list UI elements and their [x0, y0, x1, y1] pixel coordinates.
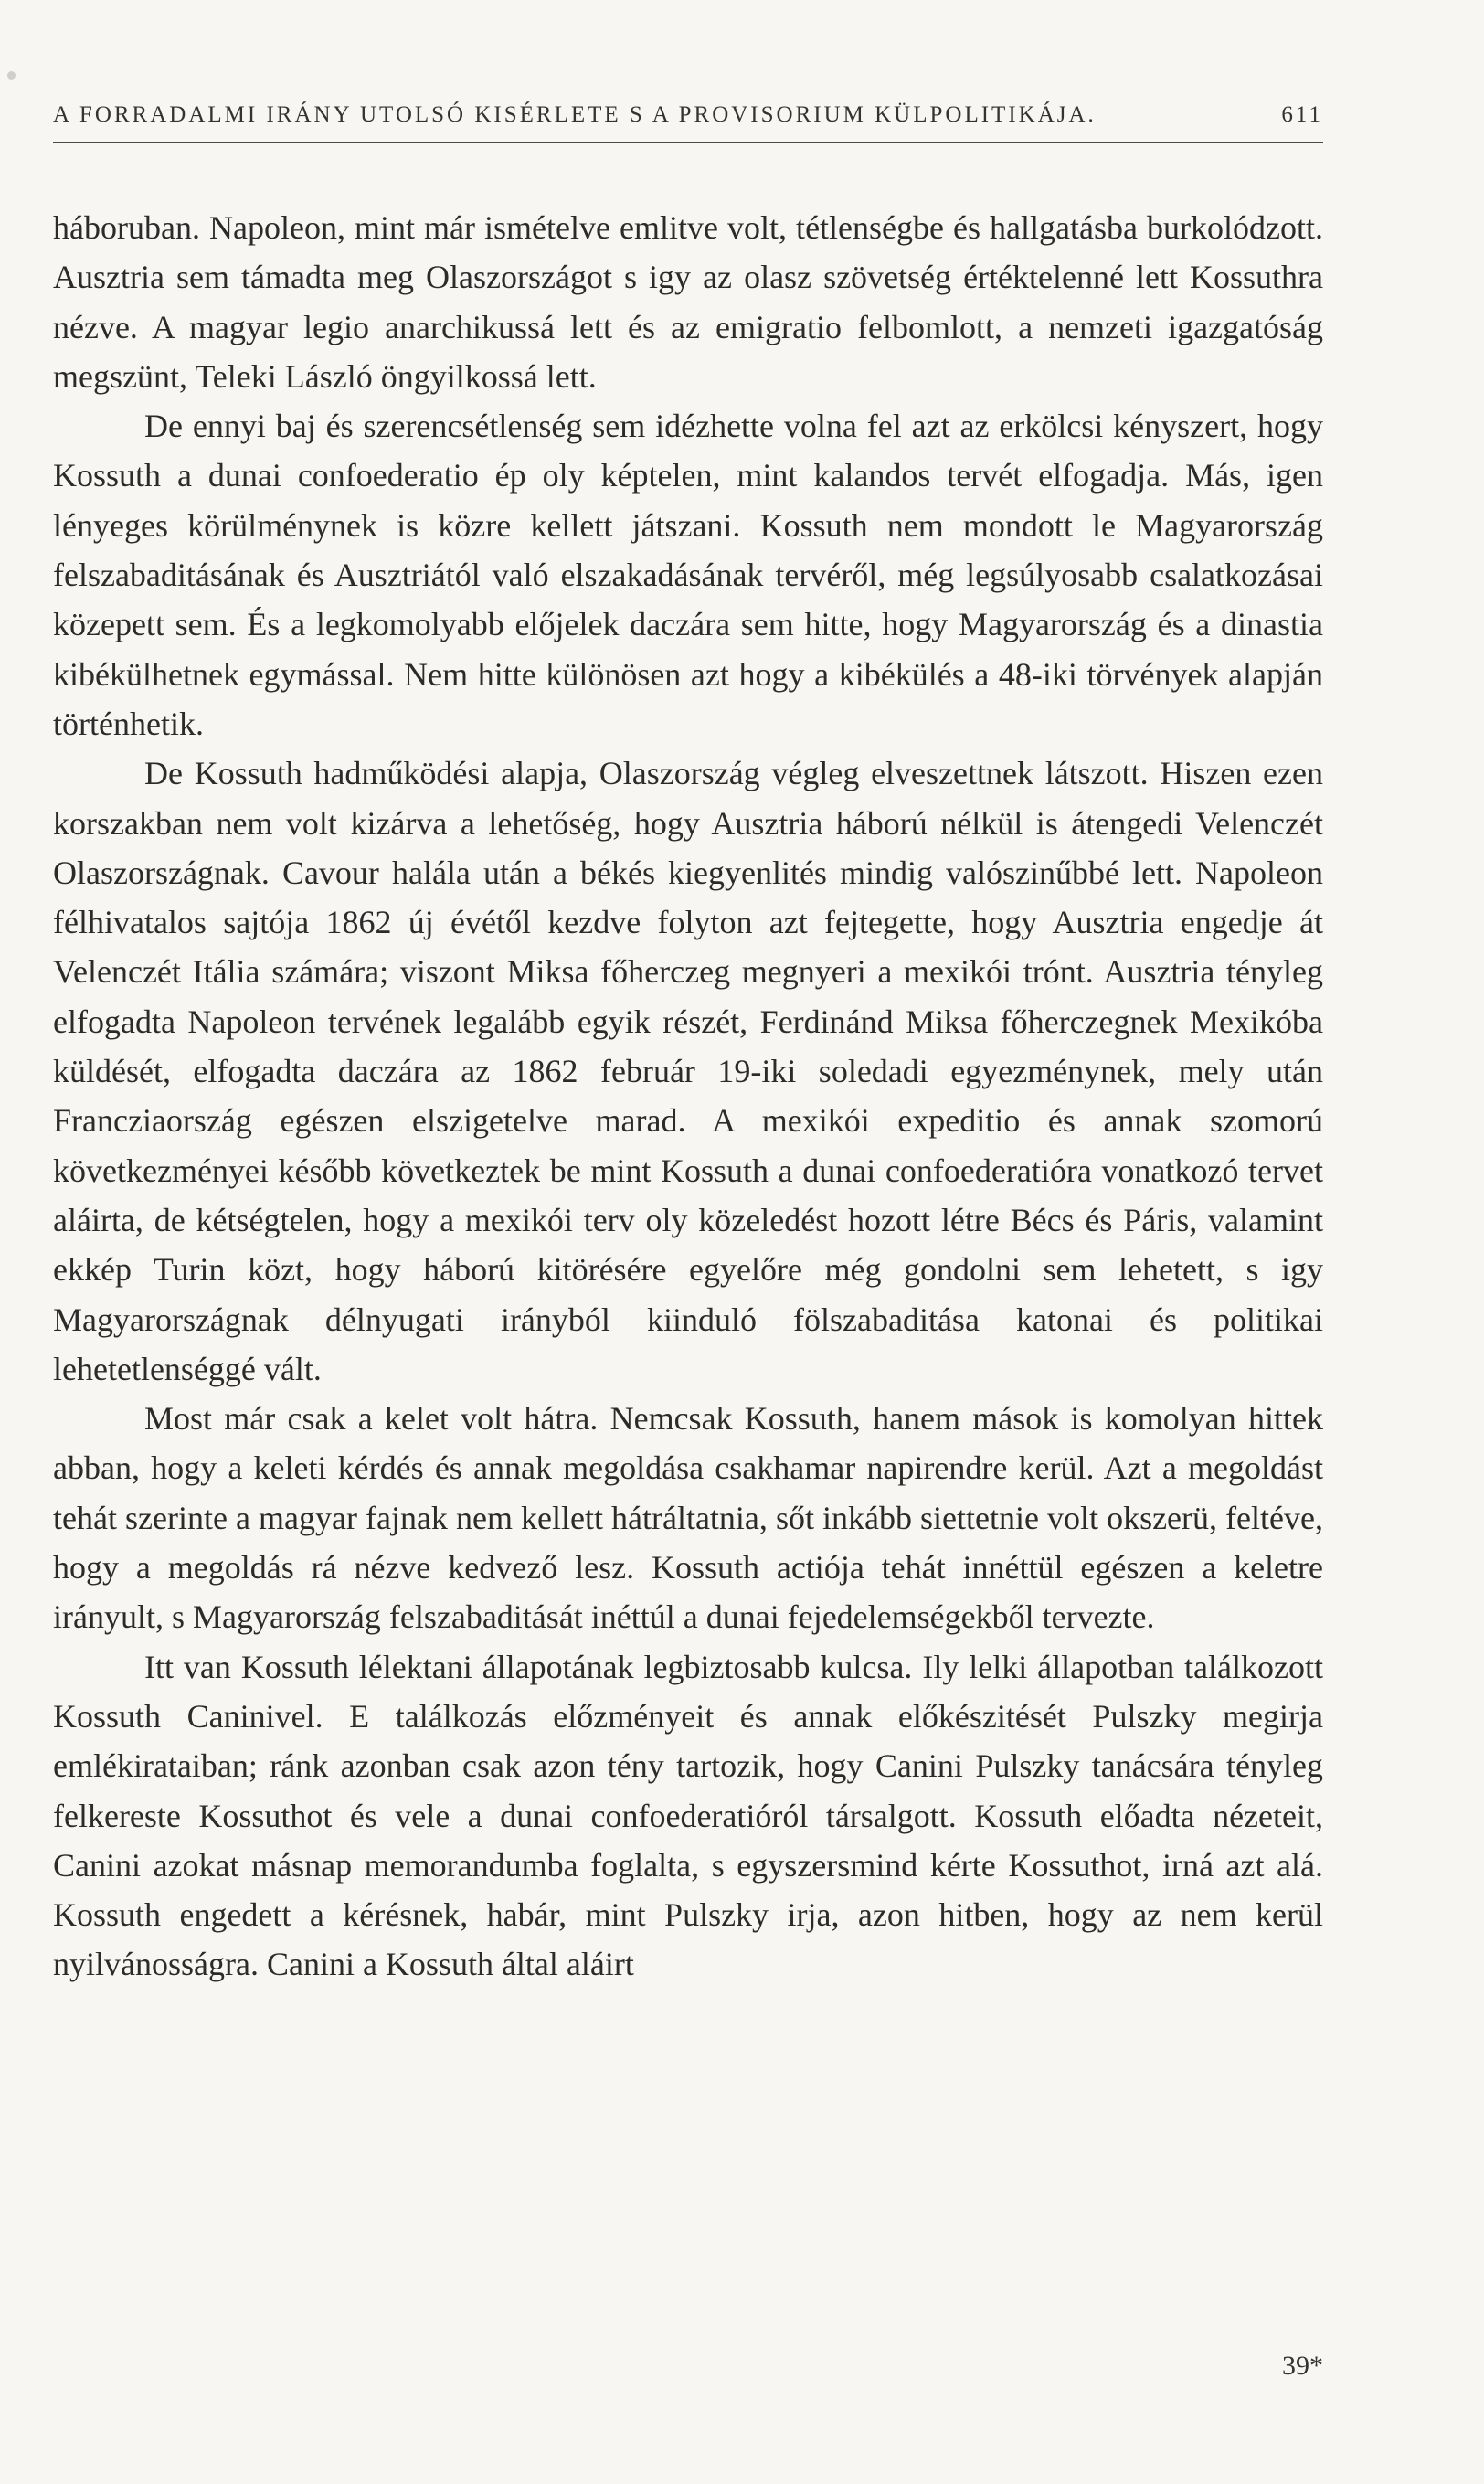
paragraph-3: De Kossuth hadműködési alapja, Olaszország végleg elveszettnek látszott. Hiszen ezen korszakban nem volt kizárva a lehetőség, hogy Ausztria háború nélkül is átengedi Velenczét Olaszországnak. Cavour halála után a békés kiegyenlités mindig valószinűbbé lett. Napoleon félhivatalos sajtója 1862 új évétől kezdve folyton azt fejtegette, hogy Ausztria engedje át Velenczét Itália számára; viszont Miksa főherczeg megnyeri a mexikói trónt. Ausztria tényleg elfogadta Napoleon tervének legalább egyik részét, Ferdinánd Miksa főherczegnek Mexikóba küldését, elfogadta daczára az 1862 február 19-iki soledadi egyezménynek, mely után Francziaország egészen elszigetelve marad. A mexikói expeditio és annak szomorú következményei később következtek be mint Kossuth a dunai confoederatióra vonatkozó tervet aláirta, de kétségtelen, hogy a mexikói terv oly közeledést hozott létre Bécs és Páris, valamint ekkép Turin közt, hogy háború kitörésére egyelőre még gondolni sem lehetett, s igy Magyarországnak délnyugati irányból kiinduló fölszabaditása katonai és politikai lehetetlenséggé vált. — [53, 755, 1323, 1387]
scan-speck — [7, 71, 16, 80]
running-head — [53, 102, 1323, 141]
header-rule — [53, 142, 1323, 143]
paragraph-5: Itt van Kossuth lélektani állapotának legbiztosabb kulcsa. Ily lelki állapotban találkozott Kossuth Caninivel. E találkozás előzményeit és annak előkészitését Pulszky megirja emlékirataiban; ránk azonban csak azon tény tartozik, hogy Canini Pulszky tanácsára tényleg felkereste Kossuthot és vele a dunai confoederatióról társalgott. Kossuth előadta nézeteit, Canini azokat másnap memorandumba foglalta, s egyszersmind kérte Kossuthot, irná azt alá. Kossuth engedett a kérésnek, habár, mint Pulszky irja, azon hitben, hogy az nem kerül nyilvánosságra. Canini a Kossuth által aláirt — [53, 1648, 1323, 1983]
page-number: 611 — [1281, 102, 1323, 127]
signature-mark: 39* — [1282, 2351, 1323, 2381]
paragraph-1: háboruban. Napoleon, mint már ismételve emlitve volt, tétlenségbe és hallgatásba burkolódzott. Ausztria sem támadta meg Olaszországot s igy az olasz szövetség értéktelenné lett Kossuthra nézve. A magyar legio anarchikussá lett és az emigratio felbomlott, a nemzeti igazgatóság megszünt, Teleki László öngyilkossá lett. — [53, 209, 1323, 395]
body-text — [53, 203, 1323, 1990]
running-head-title: A FORRADALMI IRÁNY UTOLSÓ KISÉRLETE S A PROVISORIUM KÜLPOLITIKÁJA. — [53, 102, 1097, 127]
paragraph-4: Most már csak a kelet volt hátra. Nemcsak Kossuth, hanem mások is komolyan hittek abban, hogy a keleti kérdés és annak megoldása csakhamar napirendre kerül. Azt a megoldást tehát szerinte a magyar fajnak nem kellett hátráltatnia, sőt inkább siettetnie volt okszerü, feltéve, hogy a megoldás rá nézve kedvező lesz. Kossuth actiója tehát innéttül egészen a keletre irányult, s Magyarország felszabaditását inéttúl a dunai fejedelemségekből tervezte. — [53, 1400, 1323, 1636]
paragraph-2: De ennyi baj és szerencsétlenség sem idézhette volna fel azt az erkölcsi kényszert, hogy Kossuth a dunai confoederatio ép oly képtelen, mint kalandos tervét elfogadja. Más, igen lényeges körülménynek is közre kellett játszani. Kossuth nem mondott le Magyarország felszabaditásának és Ausztriától való elszakadásának tervéről, még legsúlyosabb csalatkozásai közepett sem. És a legkomolyabb előjelek daczára sem hitte, hogy Magyarország és a dinastia kibékülhetnek egymással. Nem hitte különösen azt hogy a kibékülés a 48-iki törvények alapján történhetik. — [53, 408, 1323, 742]
